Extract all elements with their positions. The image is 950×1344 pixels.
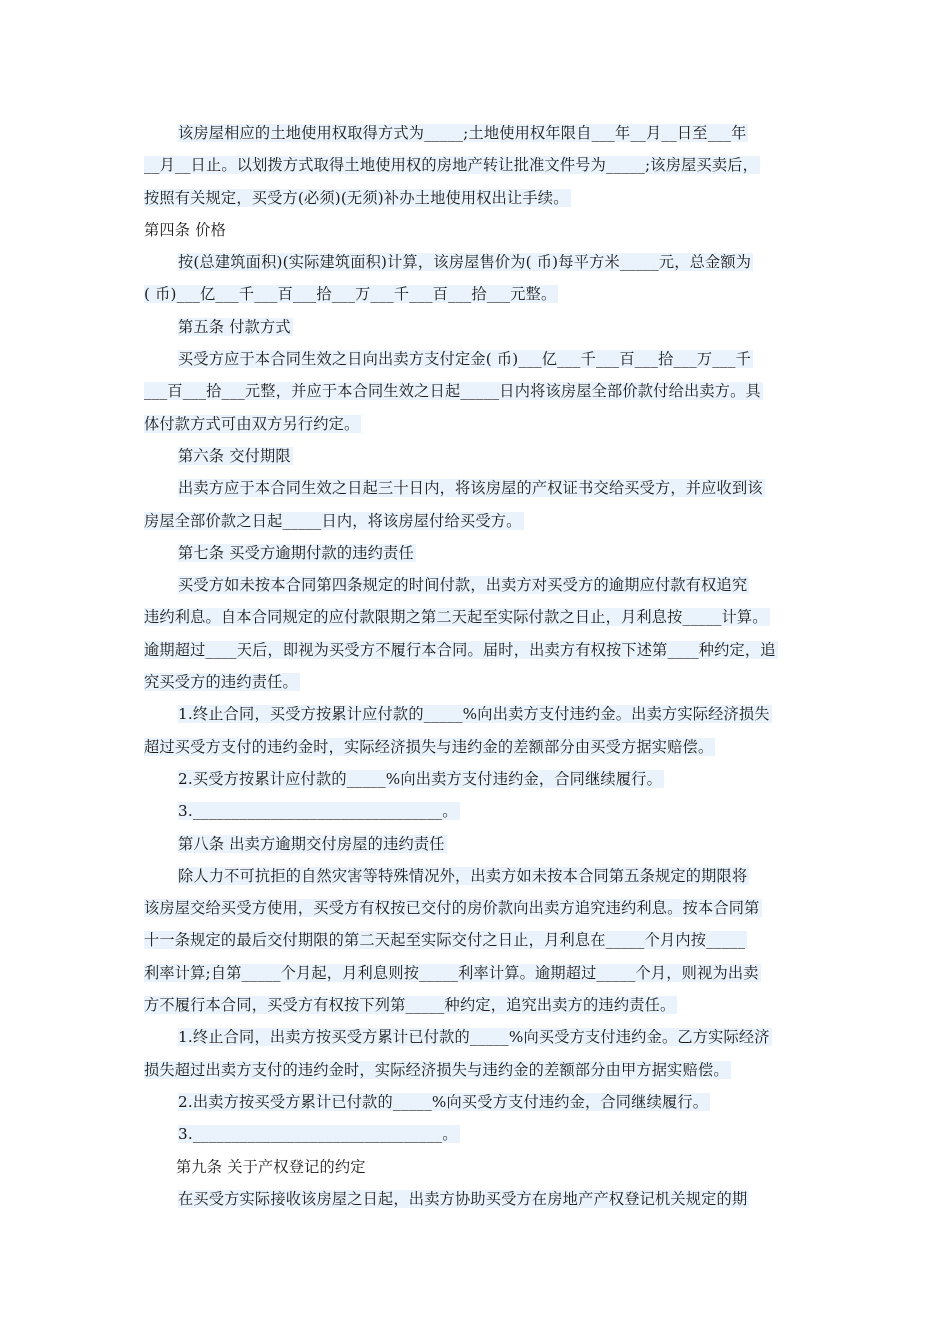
line-text: 3.________________________________。 <box>178 1125 458 1144</box>
line-text: 按照有关规定，买受方(必须)(无须)补办土地使用权出让手续。 <box>144 188 569 207</box>
line-text: 出卖方应于本合同生效之日起三十日内，将该房屋的产权证书交给买受方，并应收到该 <box>178 479 763 498</box>
line-text: 损失超过出卖方支付的违约金时，实际经济损失与违约金的差额部分由甲方据实赔偿。 <box>144 1060 729 1079</box>
text-line <box>144 1118 812 1150</box>
text-line <box>144 924 812 956</box>
text-line <box>144 246 812 278</box>
line-text: ( 币)___亿___千___百___拾___万___千___百___拾___元整。 <box>144 285 557 304</box>
text-line <box>144 763 812 795</box>
text-line <box>144 375 812 407</box>
line-text: 第六条 交付期限 <box>178 446 291 465</box>
text-line <box>144 505 812 537</box>
line-text: 第五条 付款方式 <box>178 317 291 336</box>
text-line <box>144 182 812 214</box>
line-text: 在买受方实际接收该房屋之日起，出卖方协助买受方在房地产产权登记机关规定的期 <box>178 1189 748 1208</box>
line-text: 房屋全部价款之日起_____日内，将该房屋付给买受方。 <box>144 511 522 530</box>
text-line <box>144 795 812 827</box>
line-text: 第四条 价格 <box>144 220 226 239</box>
text-line <box>144 311 812 343</box>
line-text: 第七条 买受方逾期付款的违约责任 <box>178 543 414 562</box>
line-text: __月__日止。以划拨方式取得土地使用权的房地产转让批准文件号为_____;该房屋买卖后， <box>144 156 759 175</box>
line-text: 买受方应于本合同生效之日向出卖方支付定金( 币)___亿___千___百___拾___万___千 <box>178 350 752 369</box>
text-line <box>144 1151 812 1183</box>
text-line <box>144 408 812 440</box>
text-line <box>144 214 812 246</box>
line-text: ___百___拾___元整，并应于本合同生效之日起_____日内将该房屋全部价款付给出卖方。具 <box>144 382 761 401</box>
line-text: 利率计算;自第_____个月起，月利息则按_____利率计算。逾期超过_____个月，则视为出卖 <box>144 963 759 982</box>
text-line <box>144 343 812 375</box>
line-text: 该房屋相应的土地使用权取得方式为_____;土地使用权年限自___年__月__日至___年 <box>178 124 747 142</box>
text-line <box>144 698 812 730</box>
text-line <box>144 537 812 569</box>
text-line <box>144 731 812 763</box>
line-text: 十一条规定的最后交付期限的第二天起至实际交付之日止，月利息在_____个月内按_____ <box>144 931 746 950</box>
line-text: 违约利息。自本合同规定的应付款限期之第二天起至实际付款之日止，月利息按_____计算。 <box>144 608 768 627</box>
line-text: 方不履行本合同，买受方有权按下列第_____种约定，追究出卖方的违约责任。 <box>144 996 676 1015</box>
text-line <box>144 601 812 633</box>
line-text: 2.出卖方按买受方累计已付款的_____%向买受方支付违约金，合同继续履行。 <box>178 1092 709 1111</box>
text-line <box>144 278 812 310</box>
text-line <box>144 472 812 504</box>
text-line <box>144 666 812 698</box>
text-line <box>144 117 812 149</box>
document-body <box>144 117 812 1215</box>
line-text: 1.终止合同，买受方按累计应付款的_____%向出卖方支付违约金。出卖方实际经济损失 <box>178 705 770 724</box>
text-line <box>144 634 812 666</box>
text-line <box>144 828 812 860</box>
text-line <box>144 1086 812 1118</box>
line-text: 3.________________________________。 <box>178 802 458 821</box>
line-text: 第九条 关于产权登记的约定 <box>176 1157 366 1176</box>
text-line <box>144 440 812 472</box>
text-line <box>144 989 812 1021</box>
text-line <box>144 892 812 924</box>
line-text: 究买受方的违约责任。 <box>144 673 298 692</box>
text-line <box>144 957 812 989</box>
text-line <box>144 1021 812 1053</box>
line-text: 该房屋交给买受方使用，买受方有权按已交付的房价款向出卖方追究违约利息。按本合同第 <box>144 899 760 918</box>
text-line <box>144 860 812 892</box>
text-line <box>144 569 812 601</box>
text-line <box>144 1183 812 1215</box>
line-text: 逾期超过____天后，即视为买受方不履行本合同。届时，出卖方有权按下述第____种约定，追 <box>144 640 776 659</box>
text-line <box>144 1054 812 1086</box>
line-text: 2.买受方按累计应付款的_____%向出卖方支付违约金，合同继续履行。 <box>178 769 662 788</box>
line-text: 除人力不可抗拒的自然灾害等特殊情况外，出卖方如未按本合同第五条规定的期限将 <box>178 866 748 885</box>
line-text: 按(总建筑面积)(实际建筑面积)计算，该房屋售价为( 币)每平方米_____元，总金额为 <box>178 253 752 272</box>
line-text: 1.终止合同，出卖方按买受方累计已付款的_____%向买受方支付违约金。乙方实际经济 <box>178 1028 770 1047</box>
text-line <box>144 149 812 181</box>
line-text: 体付款方式可由双方另行约定。 <box>144 414 360 433</box>
line-text: 超过买受方支付的违约金时，实际经济损失与违约金的差额部分由买受方据实赔偿。 <box>144 737 714 756</box>
line-text: 买受方如未按本合同第四条规定的时间付款，出卖方对买受方的逾期应付款有权追究 <box>178 576 748 595</box>
line-text: 第八条 出卖方逾期交付房屋的违约责任 <box>178 834 445 853</box>
